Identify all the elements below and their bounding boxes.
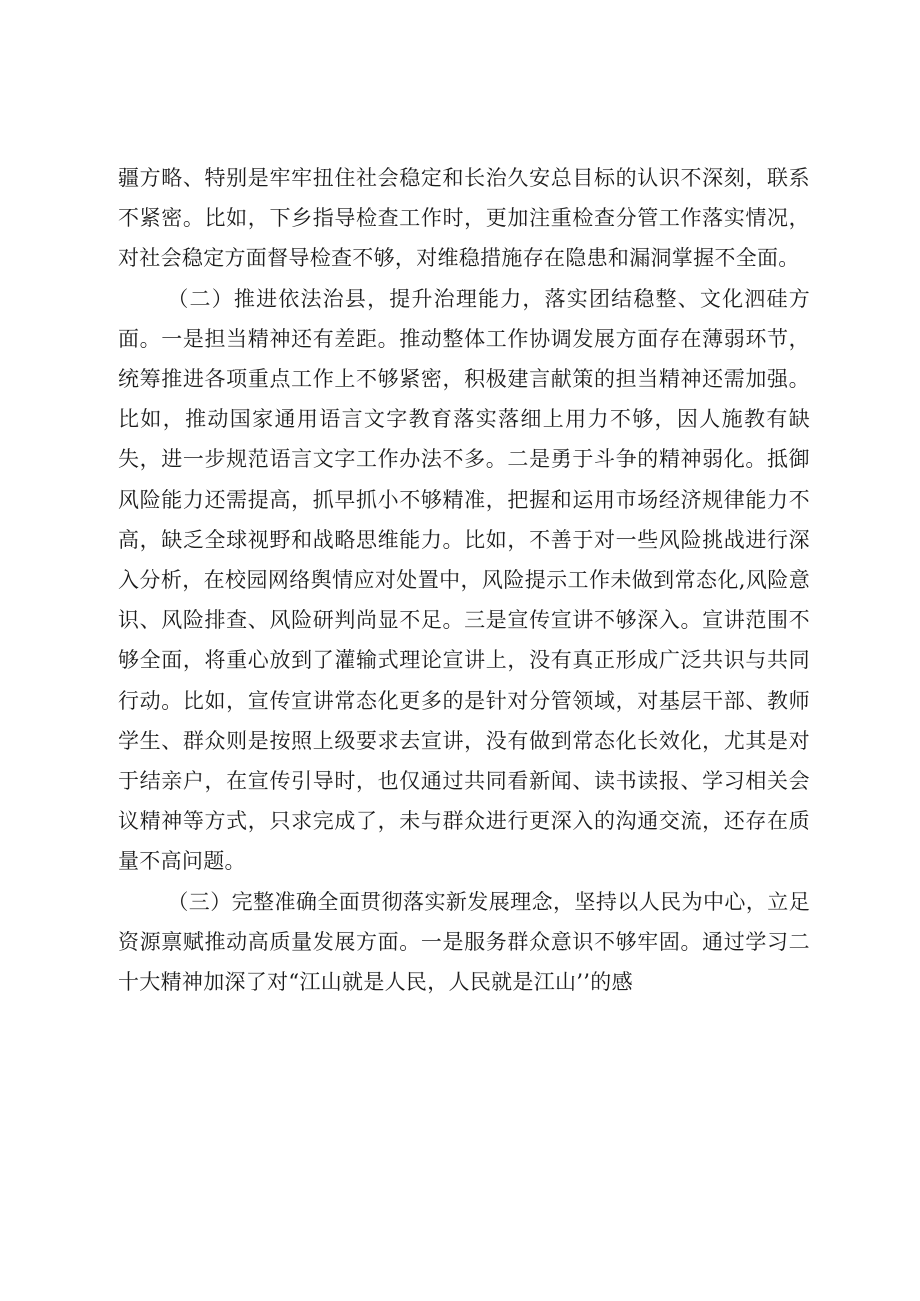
document-body xyxy=(118,158,810,1002)
paragraph-section-3: （三）完整准确全面贯彻落实新发展理念，坚持以人民为中心，立足资源禀赋推动高质量发展方面。一是服务群众意识不够牢固。通过学习二十大精神加深了对“江山就是人民，人民就是江山’’的感 xyxy=(118,889,810,995)
paragraph-continuation: 疆方略、特别是牢牢扭住社会稳定和长治久安总目标的认识不深刻，联系不紧密。比如，下乡指导检查工作时，更加注重检查分管工作落实情况，对社会稳定方面督导检查不够，对维稳措施存在隐患和漏洞掌握不全面。 xyxy=(118,166,810,271)
paragraph-section-2: （二）推进依法治县，提升治理能力，落实团结稳整、文化泗硅方面。一是担当精神还有差距。推动整体工作协调发展方面存在薄弱环节，统筹推进各项重点工作上不够紧密，积极建言献策的担当精神还需加强。比如，推动国家通用语言文字教育落实落细上用力不够，因人施教有缺失，进一步规范语言文字工作办法不多。二是勇于斗争的精神弱化。抵御风险能力还需提高，抓早抓小不够精准，把握和运用市场经济规律能力不高，缺乏全球视野和战略思维能力。比如，不善于对一些风险挑战进行深入分析，在校园网络舆情应对处置中，风险提示工作未做到常态化,风险意识、风险排查、风险研判尚显不足。三是宣传宣讲不够深入。宣讲范围不够全面，将重心放到了灌输式理论宣讲上，没有真正形成广泛共识与共同行动。比如，宣传宣讲常态化更多的是针对分管领域，对基层干部、教师学生、群众则是按照上级要求去宣讲，没有做到常态化长效化，尤其是对于结亲户，在宣传引导时，也仅通过共同看新闻、读书读报、学习相关会议精神等方式，只求完成了，未与群众进行更深入的沟通交流，还存在质量不高问题。 xyxy=(118,286,810,874)
